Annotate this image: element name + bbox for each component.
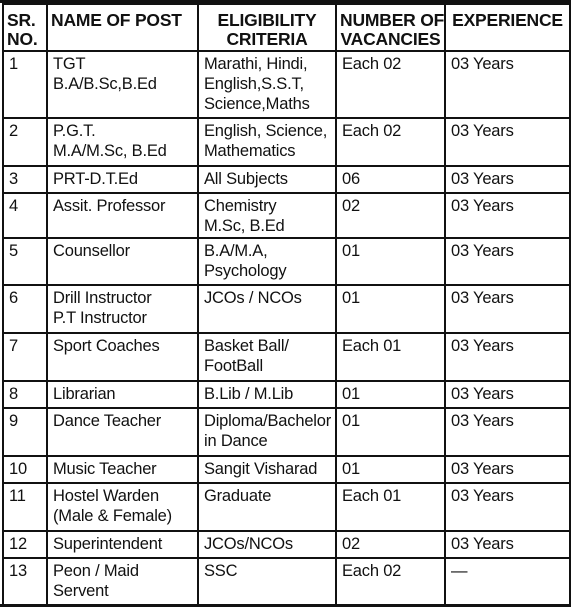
cell-eligibility: SSC	[198, 558, 336, 606]
cell-experience: —	[445, 558, 570, 606]
cell-post-name: Assit. Professor	[47, 193, 198, 238]
cell-vacancies: Each 02	[336, 118, 445, 166]
header-number-of-vacancies: NUMBER OF VACANCIES	[336, 4, 445, 51]
cell-eligibility: B.A/M.A, Psychology	[198, 238, 336, 285]
cell-experience: 03 Years	[445, 381, 570, 408]
cell-sr-no: 6	[3, 285, 47, 333]
cell-vacancies: 06	[336, 166, 445, 193]
table-row	[3, 381, 570, 408]
cell-post-name: Counsellor	[47, 238, 198, 285]
table-row	[3, 51, 570, 118]
cell-post-name: Sport Coaches	[47, 333, 198, 381]
cell-vacancies: 01	[336, 238, 445, 285]
table-row	[3, 483, 570, 531]
cell-post-name: Librarian	[47, 381, 198, 408]
table-row	[3, 333, 570, 381]
cell-sr-no: 13	[3, 558, 47, 606]
cell-eligibility: Marathi, Hindi, English,S.S.T, Science,Maths	[198, 51, 336, 118]
cell-sr-no: 11	[3, 483, 47, 531]
cell-sr-no: 1	[3, 51, 47, 118]
header-sr-no: SR. NO.	[3, 4, 47, 51]
cell-post-name: PRT-D.T.Ed	[47, 166, 198, 193]
cell-experience: 03 Years	[445, 456, 570, 483]
table-body	[3, 51, 570, 606]
cell-experience: 03 Years	[445, 285, 570, 333]
cell-vacancies: 01	[336, 285, 445, 333]
table-row	[3, 531, 570, 558]
cell-vacancies: 02	[336, 193, 445, 238]
cell-post-name: Superintendent	[47, 531, 198, 558]
cell-post-name: TGT B.A/B.Sc,B.Ed	[47, 51, 198, 118]
table-row	[3, 166, 570, 193]
cell-experience: 03 Years	[445, 51, 570, 118]
cell-vacancies: Each 02	[336, 558, 445, 606]
cell-experience: 03 Years	[445, 238, 570, 285]
cell-sr-no: 4	[3, 193, 47, 238]
cell-eligibility: B.Lib / M.Lib	[198, 381, 336, 408]
cell-experience: 03 Years	[445, 408, 570, 456]
cell-eligibility: Graduate	[198, 483, 336, 531]
table-row	[3, 285, 570, 333]
cell-vacancies: Each 01	[336, 483, 445, 531]
table-row	[3, 238, 570, 285]
cell-sr-no: 12	[3, 531, 47, 558]
cell-experience: 03 Years	[445, 531, 570, 558]
table-row	[3, 118, 570, 166]
cell-post-name: Dance Teacher	[47, 408, 198, 456]
cell-experience: 03 Years	[445, 483, 570, 531]
header-eligibility-criteria: ELIGIBILITY CRITERIA	[198, 4, 336, 51]
cell-experience: 03 Years	[445, 333, 570, 381]
cell-sr-no: 10	[3, 456, 47, 483]
cell-eligibility: Chemistry M.Sc, B.Ed	[198, 193, 336, 238]
cell-post-name: Music Teacher	[47, 456, 198, 483]
header-name-of-post: NAME OF POST	[47, 4, 198, 51]
cell-post-name: Drill Instructor P.T Instructor	[47, 285, 198, 333]
table-row	[3, 456, 570, 483]
cell-vacancies: Each 01	[336, 333, 445, 381]
cell-vacancies: 01	[336, 408, 445, 456]
header-experience: EXPERIENCE	[445, 4, 570, 51]
vacancy-table	[2, 3, 571, 607]
cell-experience: 03 Years	[445, 118, 570, 166]
cell-eligibility: Sangit Visharad	[198, 456, 336, 483]
cell-eligibility: JCOs/NCOs	[198, 531, 336, 558]
cell-post-name: Hostel Warden (Male & Female)	[47, 483, 198, 531]
header-row	[3, 4, 570, 51]
table-row	[3, 558, 570, 606]
cell-sr-no: 5	[3, 238, 47, 285]
cell-sr-no: 9	[3, 408, 47, 456]
cell-vacancies: 01	[336, 381, 445, 408]
cell-sr-no: 8	[3, 381, 47, 408]
cell-experience: 03 Years	[445, 166, 570, 193]
cell-eligibility: Diploma/Bachelor in Dance	[198, 408, 336, 456]
cell-sr-no: 2	[3, 118, 47, 166]
cell-eligibility: All Subjects	[198, 166, 336, 193]
cell-eligibility: JCOs / NCOs	[198, 285, 336, 333]
cell-sr-no: 3	[3, 166, 47, 193]
table-row	[3, 408, 570, 456]
cell-eligibility: English, Science, Mathematics	[198, 118, 336, 166]
cell-eligibility: Basket Ball/ FootBall	[198, 333, 336, 381]
cell-vacancies: 02	[336, 531, 445, 558]
cell-sr-no: 7	[3, 333, 47, 381]
cell-post-name: Peon / Maid Servent	[47, 558, 198, 606]
table-row	[3, 193, 570, 238]
cell-vacancies: 01	[336, 456, 445, 483]
cell-post-name: P.G.T. M.A/M.Sc, B.Ed	[47, 118, 198, 166]
cell-experience: 03 Years	[445, 193, 570, 238]
cell-vacancies: Each 02	[336, 51, 445, 118]
